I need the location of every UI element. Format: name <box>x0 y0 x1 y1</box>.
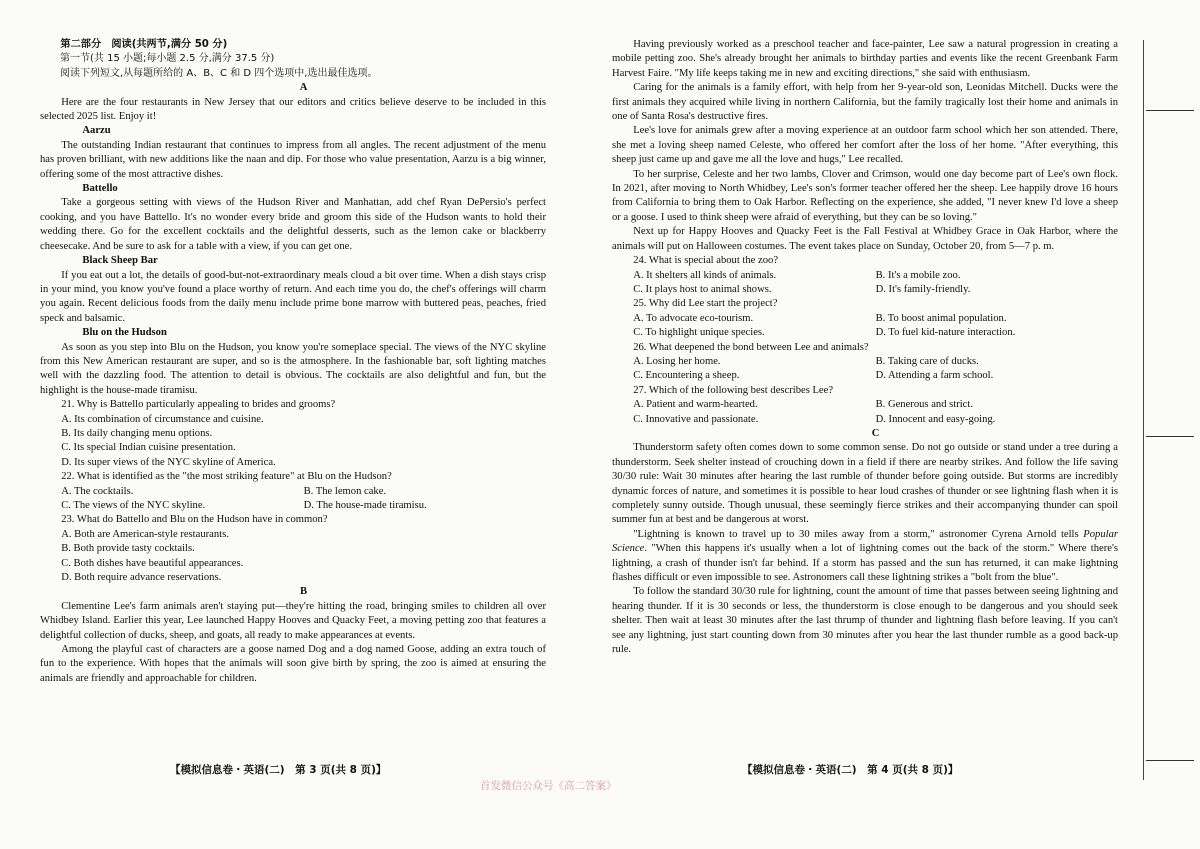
option-a: A. It shelters all kinds of animals. <box>633 269 777 281</box>
quote-continuation: . "When this happens it's usually when a lot of lightning comes out the back of the storm." Where there's lightning, a crash of thunder isn't far behind. If a storm has passed and the sun has returned, it can make lightning flashes difficult or even impossible to see. Astronomers call these lightning strikes a "bolt from the blue". <box>612 543 1118 584</box>
passage-a-intro: Here are the four restaurants in New Jersey that our editors and critics believe deserve to be included in this selected 2025 list. Enjoy it! <box>40 96 546 123</box>
option-b: B. Generous and strict. <box>875 399 973 411</box>
option-a: A. Both are American-style restaurants. <box>61 528 229 540</box>
option-c: C. Encountering a sheep. <box>633 370 740 382</box>
question-25 <box>612 297 1118 340</box>
option-b: B. To boost animal population. <box>875 312 1007 324</box>
option-a: A. Losing her home. <box>633 355 721 367</box>
passage-c-paragraph: Thunderstorm safety often comes down to some common sense. Do not go outside or stand under a tree during a thunderstorm. Seek shelter instead of crouching down in a field if there are nearby strikes. And follow the life saving 30/30 rule: Wait 30 minutes after hearing the last rumble of thunder before going outside. But storms are incredibly dynamic forces of nature, and sometimes it is possible to hear loud crashes of thunder or see lightning flash when it is completely sunny outside. Though unusual, these seemingly fierce strikes and their accompanying thunder can spoil summer fun at best and be dangerous at worst. <box>612 442 1118 526</box>
question-stem: 24. What is special about the zoo? <box>633 255 779 267</box>
restaurant-description: If you eat out a lot, the details of good-but-not-extraordinary meals cloud a bit over time. When a dish stays crisp in your mind, you know you've found a place worthy of return. And each time you do, the chef's offerings will charm you again. Recent delicious foods from the daily menu include prime bone marrow with buttered peas, peaches, fried speck and balsamic. <box>40 269 546 324</box>
question-22 <box>40 470 546 513</box>
passage-c-paragraph: To follow the standard 30/30 rule for lightning, count the amount of time that passes between seeing lightning and hearing thunder. If it is 30 seconds or less, the thunderstorm is close enough to be dangerous and you should seek shelter. Then wait at least 30 minutes after the last thrump of thunder and lightning flash before leaving. If you can't see any lightning, just start counting down from 30 minutes after you hear the last thunder rumble as a good back-up rule. <box>612 586 1118 656</box>
watermark-text: 首发微信公众号《高二答案》 <box>480 780 617 792</box>
passage-c-paragraph <box>612 528 1118 586</box>
option-d: D. To fuel kid-nature interaction. <box>875 327 1016 339</box>
passage-b-paragraph: Clementine Lee's farm animals aren't staying put—they're hitting the road, bringing smiles to children all over Whidbey Island. Earlier this year, Lee launched Happy Hooves and Quacky Feet, a moving petting zoo that features a delightful collection of ducks, sheep, and goats, all ready to make appearances at events. <box>40 600 546 641</box>
option-c: C. The views of the NYC skyline. <box>61 500 206 511</box>
magazine-title: Popular Science <box>612 528 1118 555</box>
restaurant-name: Blu on the Hudson <box>82 327 167 339</box>
restaurant-description: As soon as you step into Blu on the Hudson, you know you're someplace special. The views of the NYC skyline from this New American restaurant are super, and so is the atmosphere. In the fashionable bar, soft lighting matches well with the dazzling food. The attention to detail is obvious. The cocktails are also delightful and fun, but the highlight is the house-made tiramisu. <box>40 341 546 396</box>
option-a: A. To advocate eco-tourism. <box>633 312 754 324</box>
page-footer-left: 【模拟信息卷・英语(二) 第 3 页(共 8 页)】 <box>170 764 387 776</box>
reading-instruction: 阅读下列短文,从每题所给的 A、B、C 和 D 四个选项中,选出最佳选项。 <box>60 67 378 79</box>
subsection-title: 第一节(共 15 小题;每小题 2.5 分,满分 37.5 分) <box>60 53 275 65</box>
option-c: C. Its special Indian cuisine presentation. <box>61 442 236 454</box>
passage-a-letter: A <box>299 82 308 94</box>
passage-b-paragraph: Lee's love for animals grew after a moving experience at an outdoor farm school which her son attended. There, she met a loving sheep named Celeste, who offered her comfort after the loss of her home. "After everything, this sheep just came up and gave me all the love and hugs," Lee recalled. <box>612 125 1118 166</box>
option-a: A. Its combination of circumstance and cuisine. <box>61 413 264 425</box>
option-b: B. Its daily changing menu options. <box>61 427 213 439</box>
passage-b-paragraph: To her surprise, Celeste and her two lambs, Clover and Crimson, would one day become part of Lee's own flock. In 2021, after moving to North Whidbey, Lee's son's former teacher offered her the sheep. Lee happily drove 16 hours from California to bring them to Oak Harbor. Reflecting on the experience, she added, "I never knew I'd love a sheep or a goose. I used to think sheep were afraid of everything, but they can be so loving." <box>612 168 1118 223</box>
passage-b-paragraph: Caring for the animals is a family effort, with help from her 9-year-old son, Leonidas Mitchell. Ducks were the first animals they acquired while living in northern California, but the family tragically lost their home and animals in one of Santa Rosa's destructive fires. <box>612 82 1118 123</box>
binding-margin-line <box>1143 40 1144 780</box>
restaurant-description: The outstanding Indian restaurant that continues to impress from all angles. The recent adjustment of the menu has proven brilliant, with new additions like the naan and dip. For those who value presentation, Aarzu is a big winner, offering some of the most attractive dishes. <box>40 139 546 180</box>
quote-text: "Lightning is known to travel up to 30 miles away from a storm," astronomer Cyrena Arnold tells <box>633 528 1084 540</box>
option-d: D. Innocent and easy-going. <box>875 413 996 425</box>
question-stem: 22. What is identified as the "the most striking feature" at Blu on the Hudson? <box>61 471 392 483</box>
restaurant-name: Battello <box>82 183 118 195</box>
option-c: C. It plays host to animal shows. <box>633 283 772 295</box>
question-stem: 26. What deepened the bond between Lee and animals? <box>633 341 869 353</box>
option-c: C. Both dishes have beautiful appearances. <box>61 557 244 569</box>
question-21 <box>40 398 546 470</box>
question-stem: 21. Why is Battello particularly appealing to brides and grooms? <box>61 399 336 411</box>
restaurant-name: Black Sheep Bar <box>82 255 158 267</box>
question-24 <box>612 254 1118 297</box>
margin-tick <box>1146 110 1194 111</box>
question-stem: 27. Which of the following best describes Lee? <box>633 384 834 396</box>
question-23 <box>40 513 546 585</box>
section-title: 第二部分 阅读(共两节,满分 50 分) <box>60 39 228 50</box>
passage-b-paragraph: Having previously worked as a preschool teacher and face-painter, Lee saw a natural progression in creating a mobile petting zoo. She's already brought her animals to birthday parties and events like the recent Greenbank Farm Harvest Faire. "My life keeps taking me in new and exciting directions," she said with enthusiasm. <box>612 39 1118 79</box>
option-c: C. To highlight unique species. <box>633 327 765 339</box>
option-d: D. Its super views of the NYC skyline of America. <box>61 456 276 468</box>
right-page-column <box>612 38 1118 657</box>
option-d: D. It's family-friendly. <box>875 283 971 295</box>
margin-tick <box>1146 436 1194 437</box>
question-26 <box>612 341 1118 384</box>
option-c: C. Innovative and passionate. <box>633 413 759 425</box>
question-stem: 25. Why did Lee start the project? <box>633 298 778 310</box>
question-stem: 23. What do Battello and Blu on the Hudson have in common? <box>61 514 328 526</box>
option-d: D. The house-made tiramisu. <box>303 500 427 511</box>
option-b: B. Taking care of ducks. <box>875 355 979 367</box>
option-b: B. The lemon cake. <box>303 485 387 497</box>
restaurant-name: Aarzu <box>82 125 111 137</box>
passage-b-letter: B <box>300 586 308 598</box>
option-d: D. Attending a farm school. <box>875 370 994 382</box>
left-page-column <box>40 38 546 686</box>
question-27 <box>612 384 1118 427</box>
passage-b-paragraph: Among the playful cast of characters are a goose named Dog and a dog named Goose, adding an extra touch of fun to the experience. With hopes that the animals will soon give birth by spring, the zoo is aimed at ensuring the animals are friendly and approachable for children. <box>40 644 546 684</box>
restaurant-description: Take a gorgeous setting with views of the Hudson River and Manhattan, add chef Ryan DePersio's perfect cooking, and you have Battello. It's no wonder every bride and groom this side of the Hudson wants to hold their wedding there. Go for the excellent cocktails and the delightful desserts, such as the lemon cake or blackberry cheesecake. And be sure to ask for a table with a view, if you can get one. <box>40 197 546 252</box>
option-a: A. Patient and warm-hearted. <box>633 399 758 411</box>
option-b: B. Both provide tasty cocktails. <box>61 543 195 555</box>
page-footer-right: 【模拟信息卷・英语(二) 第 4 页(共 8 页)】 <box>742 764 959 776</box>
passage-c-letter: C <box>871 427 880 439</box>
passage-b-paragraph: Next up for Happy Hooves and Quacky Feet is the Fall Festival at Whidbey Grace in Oak Harbor, where the animals will put on Halloween costumes. The event takes place on Sunday, October 20, from 5—7 p. m. <box>612 226 1118 252</box>
option-a: A. The cocktails. <box>61 485 134 497</box>
margin-tick <box>1146 760 1194 761</box>
option-d: D. Both require advance reservations. <box>61 572 222 584</box>
option-b: B. It's a mobile zoo. <box>875 269 961 281</box>
